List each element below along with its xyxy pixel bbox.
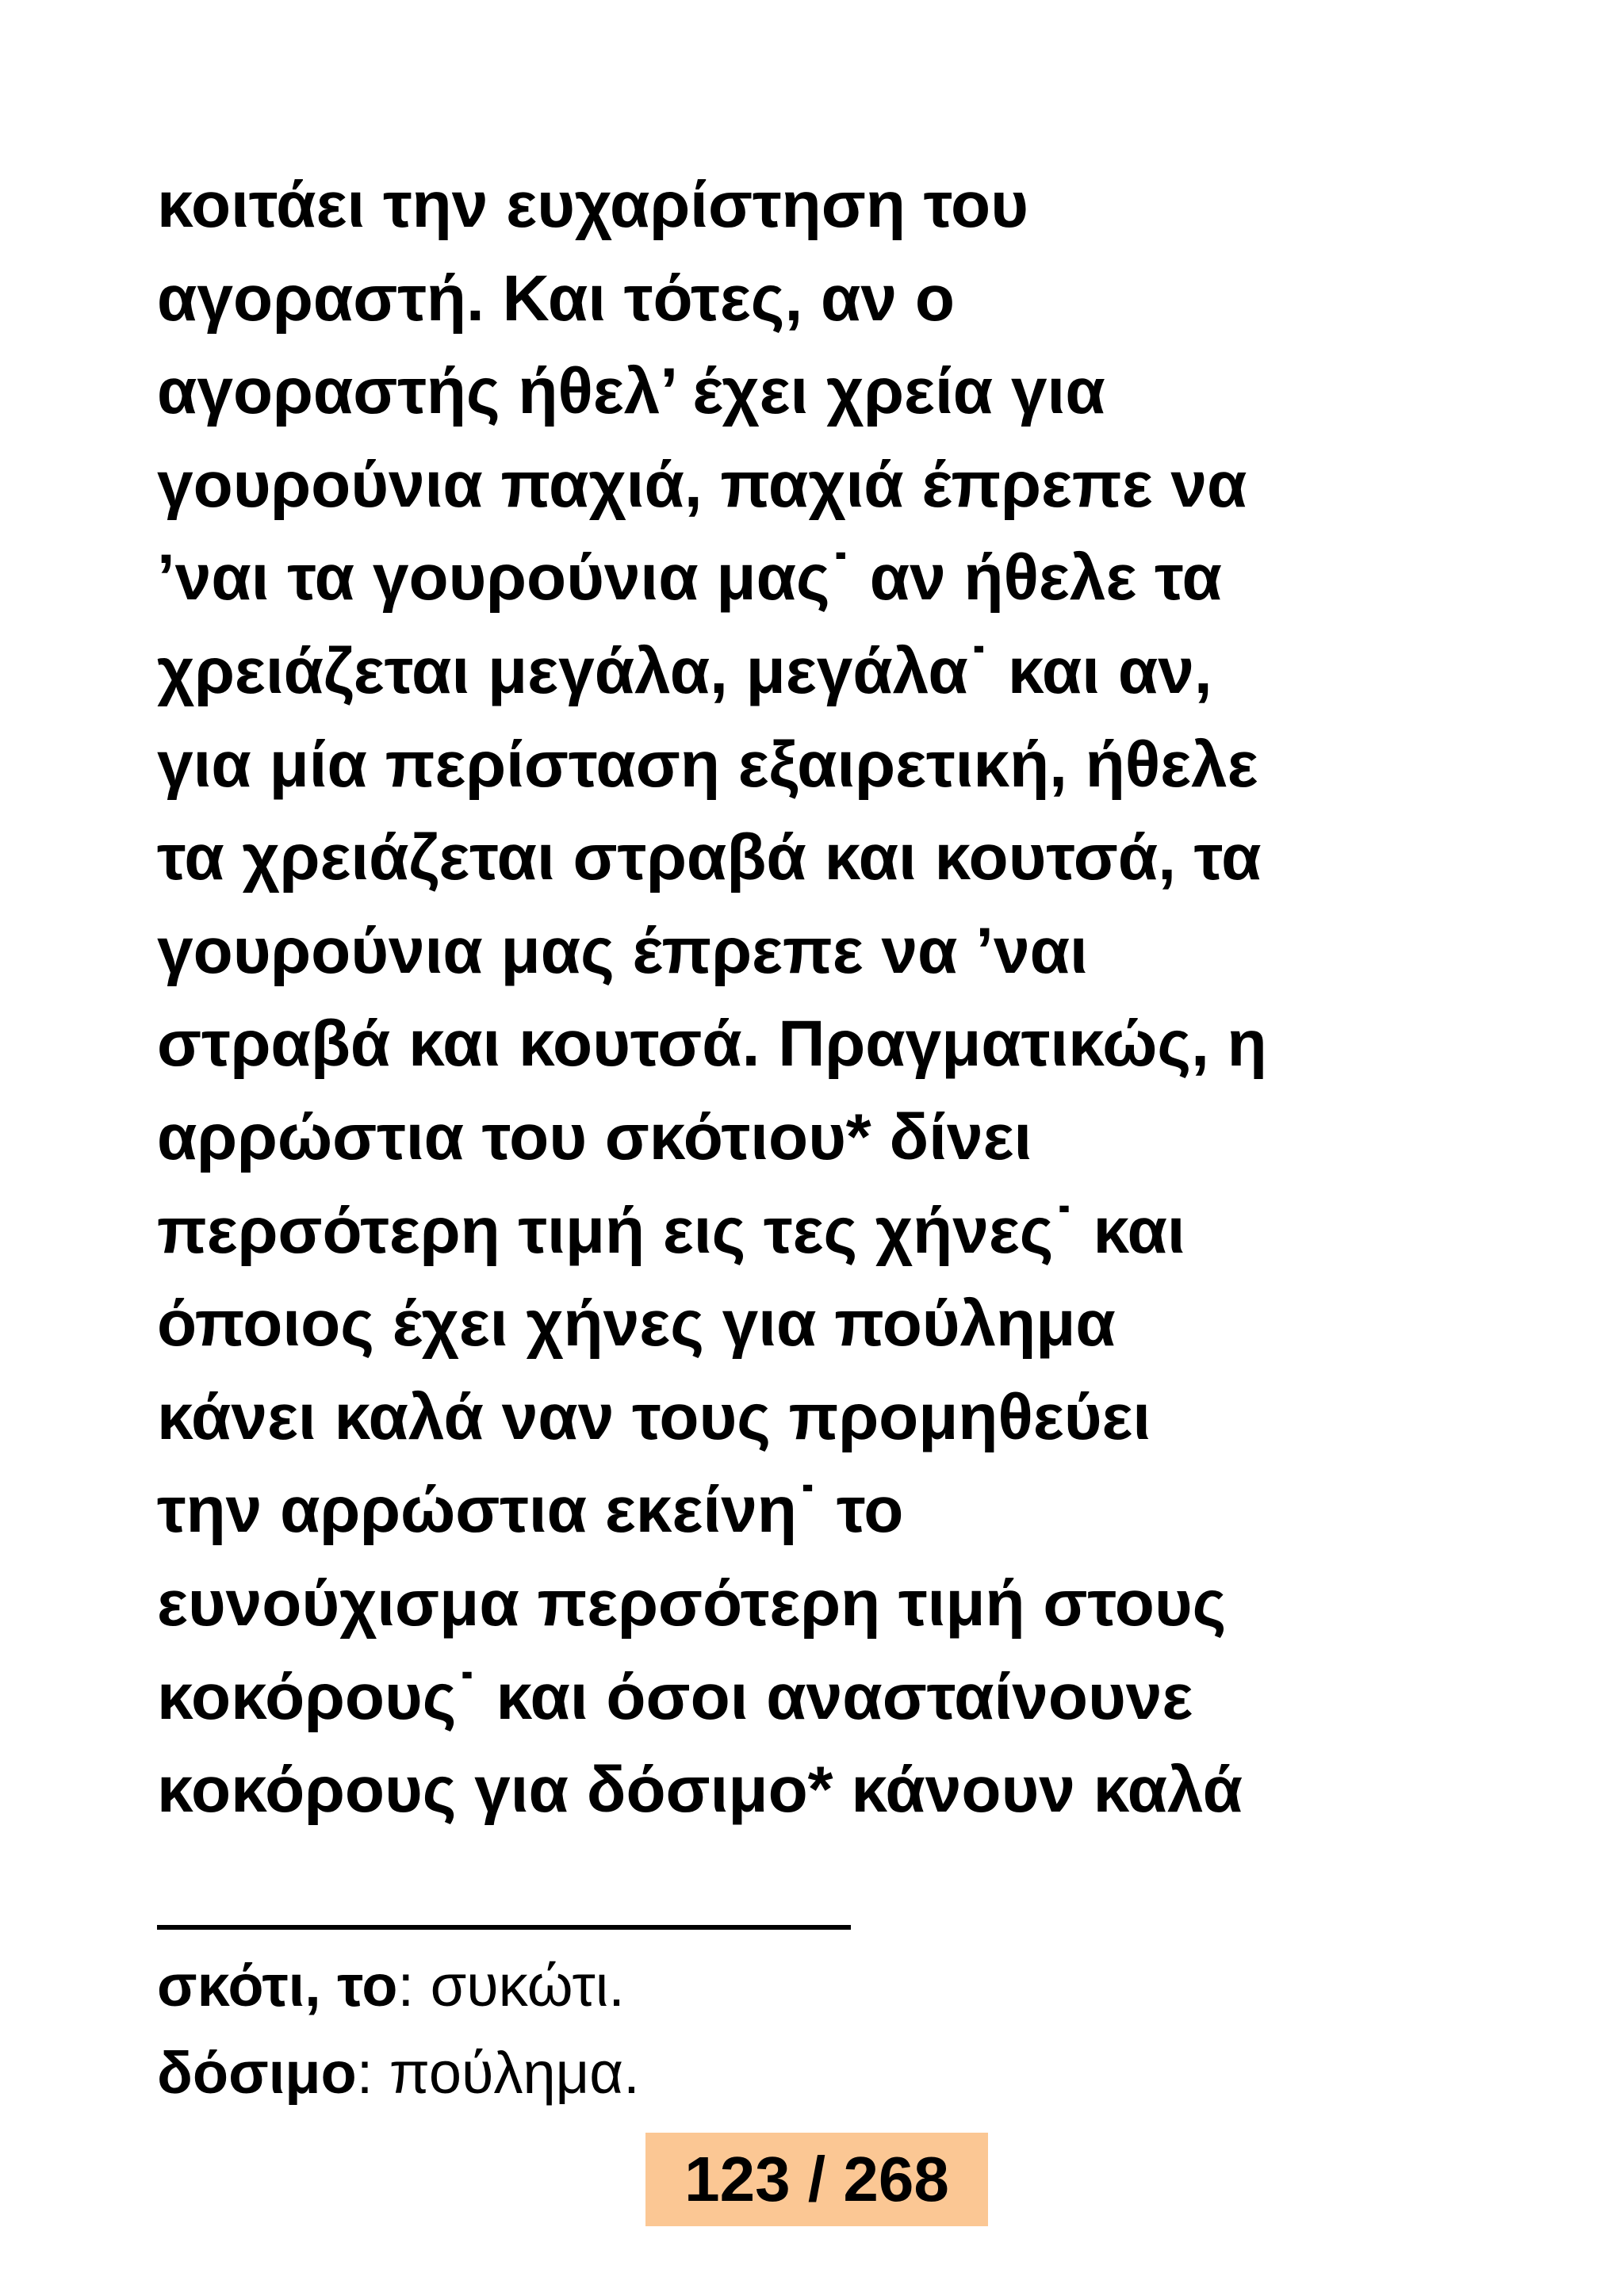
body-line: γουρούνια παχιά, παχιά έπρεπε να	[157, 448, 1247, 521]
body-line: ’ναι τα γουρούνια μας˙ αν ήθελε τα	[157, 541, 1222, 614]
footnote-definition: : πούλημα.	[356, 2040, 640, 2106]
body-line: χρειάζεται μεγάλα, μεγάλα˙ και αν,	[157, 634, 1212, 707]
body-text	[157, 159, 1505, 1837]
body-line: κάνει καλά ναν τους προμηθεύει	[157, 1380, 1151, 1453]
body-line: γουρούνια μας έπρεπε να ’ναι	[157, 914, 1088, 987]
body-line: περσότερη τιμή εις τες χήνες˙ και	[157, 1194, 1185, 1267]
body-line: αρρώστια του σκότιου* δίνει	[157, 1100, 1032, 1173]
body-line: κοκόρους για δόσιμο* κάνουν καλά	[157, 1754, 1243, 1827]
body-line: αγοραστής ήθελ’ έχει χρεία για	[157, 355, 1105, 428]
body-line: τα χρειάζεται στραβά και κουτσά, τα	[157, 821, 1262, 894]
footnote-term: δόσιμο	[157, 2040, 357, 2106]
body-line: κοιτάει την ευχαρίστηση του	[157, 169, 1028, 241]
footnote-divider	[157, 1925, 851, 1930]
footnote-definition: : συκώτι.	[397, 1953, 625, 2019]
footnote-term: σκότι, το	[157, 1953, 398, 2019]
body-line: αγοραστή. Και τότες, αν ο	[157, 262, 955, 335]
body-line: όποιος έχει χήνες για πούλημα	[157, 1288, 1116, 1360]
footnote	[157, 1942, 1505, 2030]
body-line: κοκόρους˙ και όσοι ανασταίνουνε	[157, 1660, 1193, 1733]
footnote	[157, 2030, 1505, 2117]
body-line: την αρρώστια εκείνη˙ το	[157, 1474, 904, 1547]
page-number: 123 / 268	[645, 2133, 988, 2226]
body-line: για μία περίσταση εξαιρετική, ήθελε	[157, 728, 1258, 801]
footnotes	[157, 1942, 1505, 2117]
body-line: στραβά και κουτσά. Πραγματικώς, η	[157, 1008, 1267, 1081]
body-line: ευνούχισμα περσότερη τιμή στους	[157, 1567, 1227, 1640]
